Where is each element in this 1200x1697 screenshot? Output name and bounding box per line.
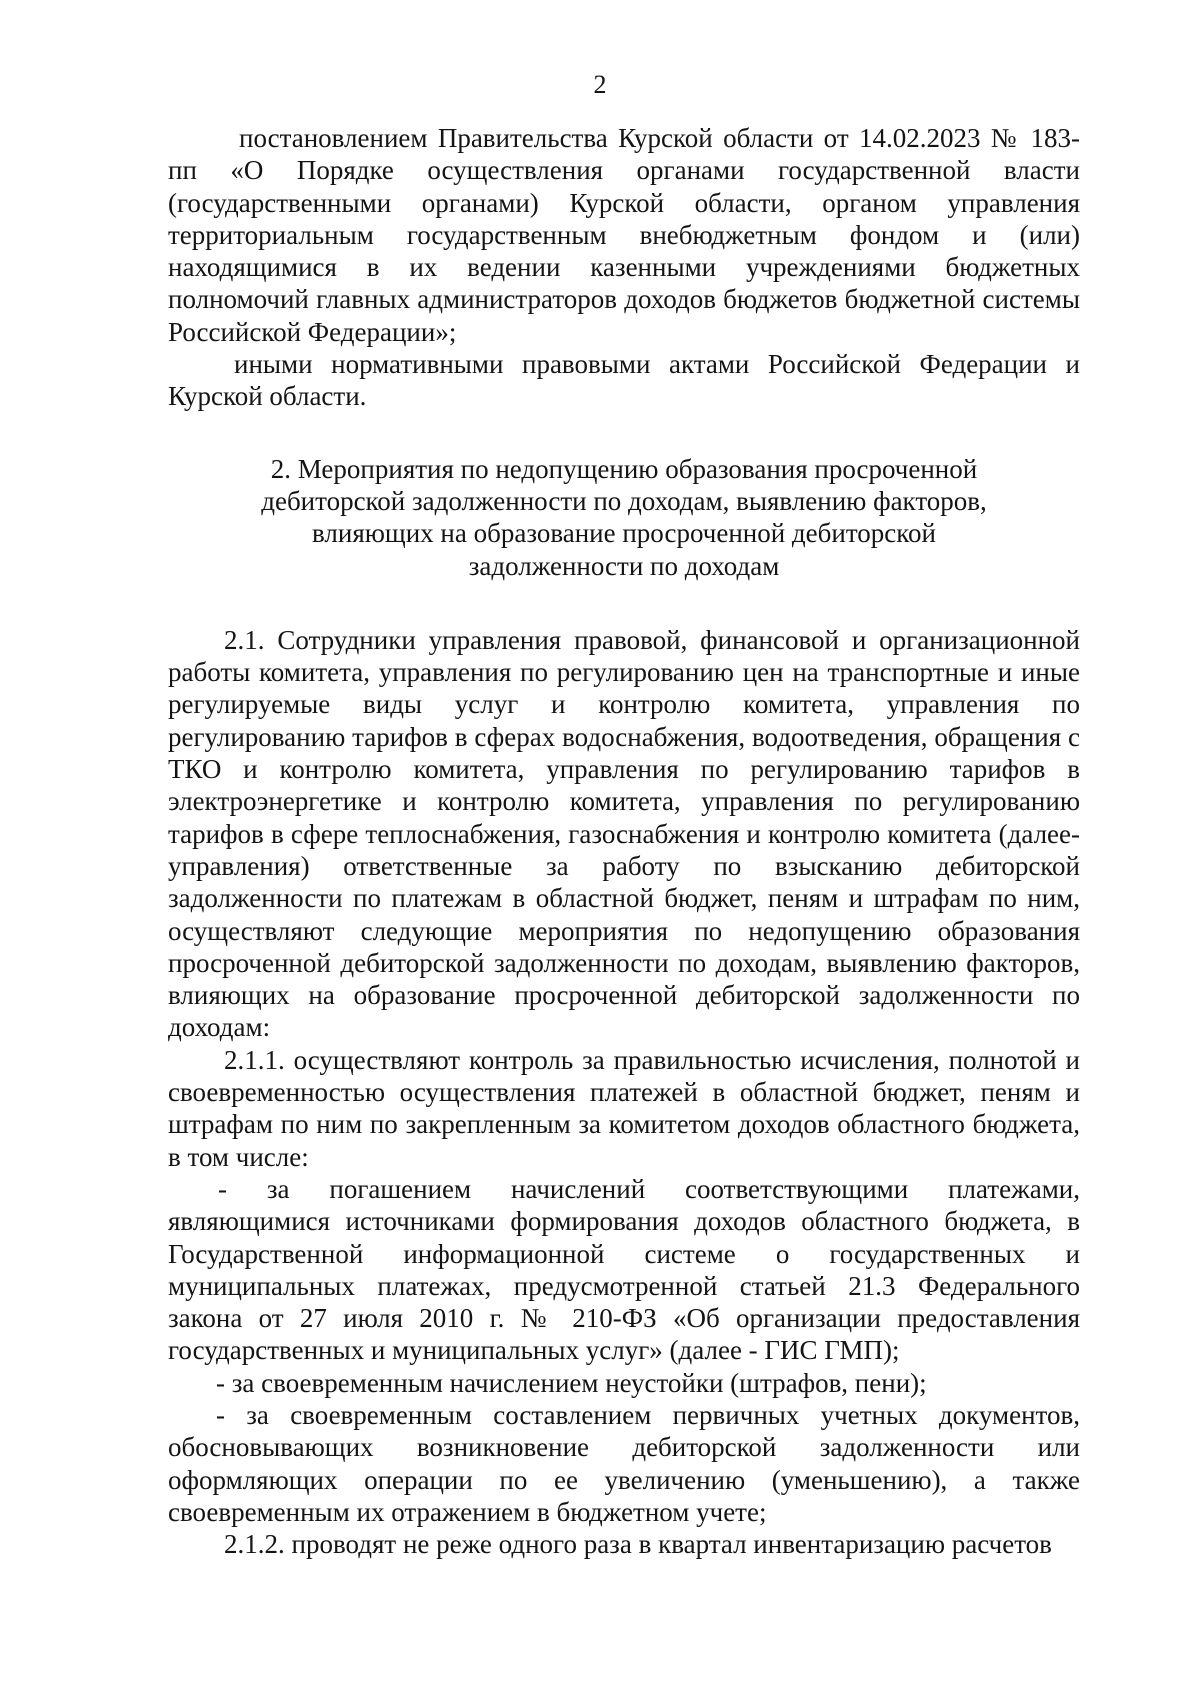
bullet-item-gis-gmp: - за погашением начислений соответствующими платежами, являющимися источниками формирования доходов областного бюджета, в Государственной информационной системе о государственных и муниципальных платежах, предусмотренной статьей 21.3 Федерального закона от 27 июля 2010 г. № 210-ФЗ «Об организации предоставления государственных и муниципальных услуг» (далее - ГИС ГМП); xyxy=(168,1173,1080,1366)
section-heading-line-3: влияющих на образование просроченной дебиторской xyxy=(312,518,936,549)
paragraph-2-1: 2.1. Сотрудники управления правовой, финансовой и организационной работы комитета, управления по регулированию цен на транспортные и иные регулируемые виды услуг и контролю комитета, управления по регулированию тарифов в сферах водоснабжения, водоотведения, обращения с ТКО и контролю комитета, управления по регулированию тарифов в электроэнергетике и контролю комитета, управления по регулированию тарифов в сфере теплоснабжения, газоснабжения и контролю комитета (далее-управления) ответственные за работу по взысканию дебиторской задолженности по платежам в областной бюджет, пеням и штрафам по ним, осуществляют следующие мероприятия по недопущению образования просроченной дебиторской задолженности по доходам, выявлению факторов, влияющих на образование просроченной дебиторской задолженности по доходам: xyxy=(168,624,1080,1043)
page-number: 2 xyxy=(593,70,607,99)
paragraph-2-1-1: 2.1.1. осуществляют контроль за правильностью исчисления, полнотой и своевременностью осуществления платежей в областной бюджет, пеням и штрафам по ним по закрепленным за комитетом доходов областного бюджета, в том числе: xyxy=(168,1044,1080,1172)
section-heading-line-1: 2. Мероприятия по недопущению образования просроченной xyxy=(270,453,978,484)
section-heading xyxy=(168,453,1080,582)
other-acts-paragraph: иными нормативными правовыми актами Российской Федерации и Курской области. xyxy=(168,349,1080,412)
paragraph-2-1-2: 2.1.2. проводят не реже одного раза в квартал инвентаризацию расчетов xyxy=(224,1529,1052,1560)
section-heading-line-4: задолженности по доходам xyxy=(468,550,780,581)
bullet-item-primary-documents: - за своевременным составлением первичных учетных документов, обосновывающих возникновение дебиторской задолженности или оформляющих операции по ее увеличению (уменьшению), а также своевременным их отражением в бюджетном учете; xyxy=(168,1399,1080,1527)
intro-continuation-paragraph: постановлением Правительства Курской области от 14.02.2023 № 183-пп «О Порядке осуществления органами государственной власти (государственными органами) Курской области, органом управления территориальным государственным внебюджетным фондом и (или) находящимися в их ведении казенными учреждениями бюджетных полномочий главных администраторов доходов бюджетов бюджетной системы Российской Федерации»; xyxy=(168,123,1080,347)
bullet-item-penalties: - за своевременным начислением неустойки (штрафов, пени); xyxy=(216,1367,927,1398)
document-body xyxy=(168,122,1080,1560)
section-heading-line-2: дебиторской задолженности по доходам, выявлению факторов, xyxy=(261,485,987,516)
